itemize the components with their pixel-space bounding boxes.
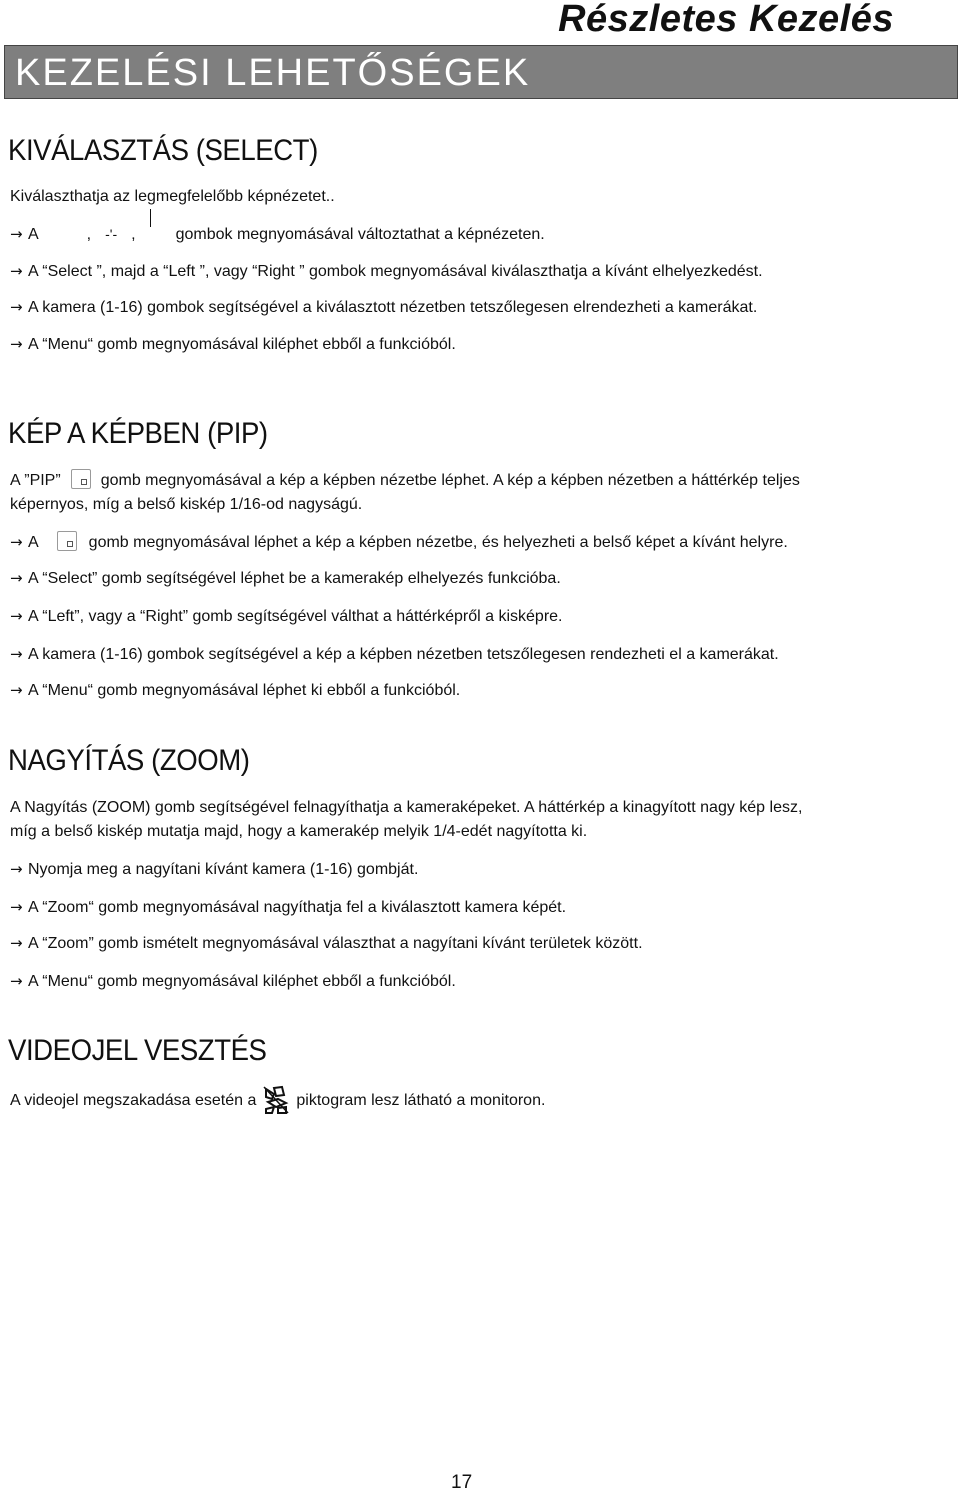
arrow-icon: → [10, 569, 23, 587]
select-heading: KIVÁLASZTÁS (SELECT) [8, 134, 318, 167]
select-bullet-4: → A “Menu“ gomb megnyomásával kiléphet ebből a funkcióból. [10, 335, 456, 353]
arrow-icon: → [10, 681, 23, 699]
pip-heading: KÉP A KÉPBEN (PIP) [8, 417, 268, 450]
select-bullet-3: → A kamera (1-16) gombok segítségével a kiválasztott nézetben tetszőlegesen elrendezheti a kamerákat. [10, 298, 758, 316]
pip-bullet-2: → A “Select” gomb segítségével léphet be a kamerakép elhelyezés funkcióba. [10, 569, 561, 587]
zoom-paragraph-line-1: A Nagyítás (ZOOM) gomb segítségével felnagyíthatja a kameraképeket. A háttérkép a kinagyított nagy kép lesz, [10, 799, 803, 816]
pip-bullet-1: → A gomb megnyomásával léphet a kép a képben nézetbe, és helyezheti a belső képet a kívánt helyre. [10, 533, 788, 551]
zoom-bullet-3: → A “Zoom” gomb ismételt megnyomásával választhat a nagyítani kívánt területek között. [10, 934, 643, 952]
arrow-icon: → [10, 645, 23, 663]
zoom-bullet-4: → A “Menu“ gomb megnyomásával kiléphet ebből a funkcióból. [10, 972, 456, 990]
page-number: 17 [451, 1472, 473, 1493]
arrow-icon: → [10, 607, 23, 625]
banner-title: KEZELÉSI LEHETŐSÉGEK [15, 52, 531, 94]
bar-icon [136, 223, 176, 239]
arrow-icon: → [10, 898, 23, 916]
arrow-icon: → [10, 335, 23, 353]
zoom-paragraph-line-2: míg a belső kiskép mutatja majd, hogy a kamerakép melyik 1/4-edét nagyította ki. [10, 823, 588, 840]
pip-paragraph-line-2: képernyos, míg a belső kiskép 1/16-od nagyságú. [10, 496, 363, 513]
section-banner [4, 45, 958, 99]
arrow-icon: → [10, 533, 23, 551]
arrow-icon: → [10, 972, 23, 990]
arrow-icon: → [10, 262, 23, 280]
video-loss-text: A videojel megszakadása esetén a piktogram lesz látható a monitoron. [10, 1085, 545, 1115]
zoom-heading: NAGYÍTÁS (ZOOM) [8, 744, 250, 777]
select-bullet-2: → A “Select ”, majd a “Left ”, vagy “Right ” gombok megnyomásával kiválaszthatja a kívánt elhelyezkedést. [10, 262, 763, 280]
sequence-icon: -'- [105, 226, 118, 242]
pip-paragraph-line-1: A ”PIP” gomb megnyomásával a kép a képben nézetbe léphet. A kép a képben nézetben a háttérkép teljes [10, 469, 800, 492]
pip-button-icon [71, 469, 91, 489]
zoom-bullet-1: → Nyomja meg a nagyítani kívánt kamera (1-16) gombját. [10, 860, 419, 878]
arrow-icon: → [10, 860, 23, 878]
video-loss-heading: VIDEOJEL VESZTÉS [8, 1034, 267, 1067]
arrow-icon: → [10, 298, 23, 316]
zoom-bullet-2: → A “Zoom“ gomb megnyomásával nagyíthatja fel a kiválasztott kamera képét. [10, 898, 567, 916]
video-loss-icon [262, 1085, 290, 1115]
arrow-icon: → [10, 225, 23, 243]
select-intro: Kiválaszthatja az legmegfelelőbb képnézetet.. [10, 188, 335, 205]
pip-bullet-3: → A “Left”, vagy a “Right” gomb segítségével válthat a háttérképről a kisképre. [10, 607, 563, 625]
pip-bullet-5: → A “Menu“ gomb megnyomásával léphet ki ebből a funkcióból. [10, 681, 461, 699]
pip-bullet-4: → A kamera (1-16) gombok segítségével a kép a képben nézetben tetszőlegesen rendezheti el a kamerákat. [10, 645, 779, 663]
pip-button-icon [57, 531, 77, 551]
select-bullet-1: → A , -'- , gombok megnyomásával változtathat a képnézeten. [10, 225, 545, 243]
arrow-icon: → [10, 934, 23, 952]
page-header-title: Részletes Kezelés [558, 0, 894, 40]
